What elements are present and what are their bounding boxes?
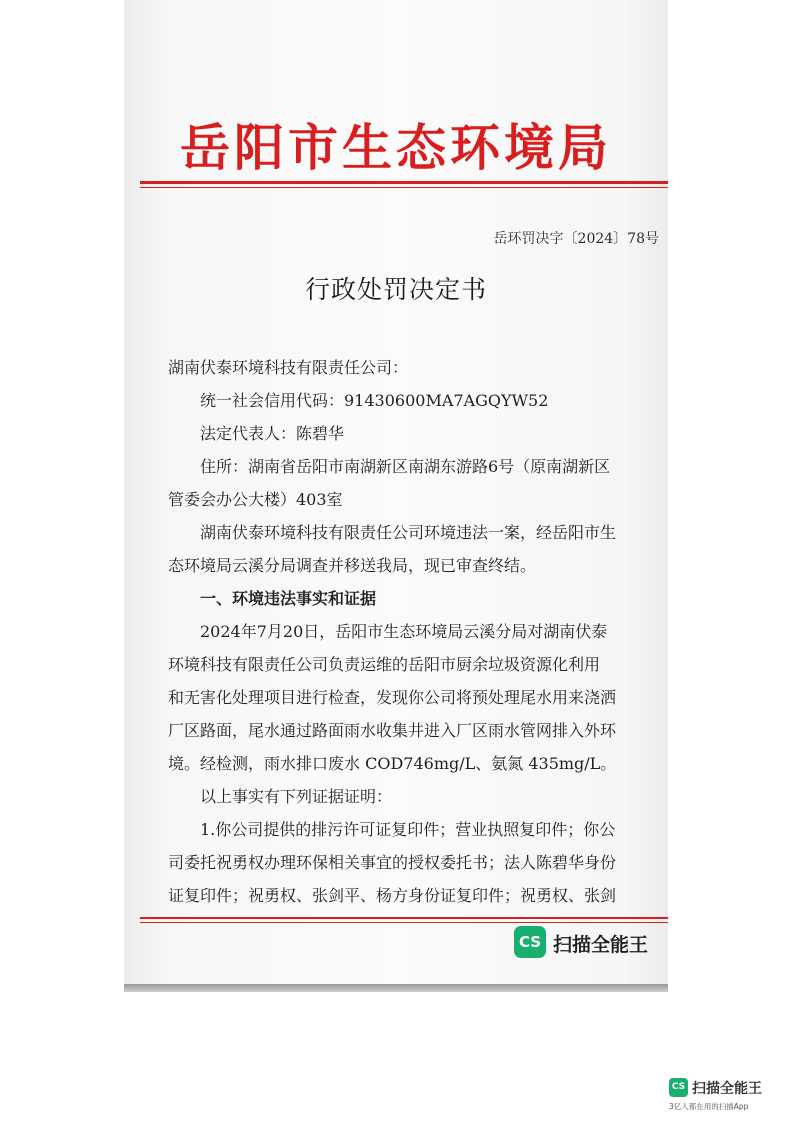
paragraph-line: 环境科技有限责任公司负责运维的岳阳市厨余垃圾资源化利用 xyxy=(168,655,601,674)
paragraph-line: 湖南伏泰环境科技有限责任公司环境违法一案，经岳阳市生 xyxy=(200,523,617,542)
address-line: 住所：湖南省岳阳市南湖新区南湖东游路6号（原南湖新区 xyxy=(200,457,611,476)
page-edge-shadow xyxy=(124,984,668,992)
paragraph-line: 1.你公司提供的排污许可证复印件；营业执照复印件；你公 xyxy=(200,820,616,839)
header-red-line xyxy=(140,181,668,184)
credit-code-line: 统一社会信用代码：91430600MA7AGQYW52 xyxy=(200,391,549,410)
paragraph-line: 境。经检测，雨水排口废水 COD746mg/L、氨氮 435mg/L。 xyxy=(168,754,617,773)
paragraph-line: 态环境局云溪分局调查并移送我局，现已审查终结。 xyxy=(168,556,537,575)
camscanner-logo-icon: CS xyxy=(514,926,546,958)
camscanner-watermark-text: 扫描全能王 xyxy=(553,934,649,956)
camscanner-footer-slogan: 3亿人都在用的扫描App xyxy=(669,1102,749,1111)
legal-rep-line: 法定代表人：陈碧华 xyxy=(200,424,345,443)
camscanner-footer-name: 扫描全能王 xyxy=(692,1081,762,1097)
header-red-thin-line xyxy=(140,187,668,188)
paragraph-line: 和无害化处理项目进行检查，发现你公司将预处理尾水用来浇洒 xyxy=(168,688,617,707)
camscanner-footer-logo-icon: CS xyxy=(669,1078,688,1097)
document-title: 行政处罚决定书 xyxy=(304,275,487,304)
paragraph-line: 以上事实有下列证据证明： xyxy=(200,787,393,806)
section-heading: 一、环境违法事实和证据 xyxy=(200,589,377,608)
agency-header: 岳阳市生态环境局 xyxy=(180,118,612,177)
paragraph-line: 2024年7月20日，岳阳市生态环境局云溪分局对湖南伏泰 xyxy=(200,622,608,641)
recipient-line: 湖南伏泰环境科技有限责任公司： xyxy=(168,358,409,377)
paragraph-line: 厂区路面，尾水通过路面雨水收集井进入厂区雨水管网排入外环 xyxy=(168,721,617,740)
document-number: 岳环罚决字〔2024〕78号 xyxy=(493,231,659,247)
footer-red-line xyxy=(140,917,668,919)
address-line-cont: 管委会办公大楼）403室 xyxy=(168,490,343,509)
paragraph-line: 司委托祝勇权办理环保相关事宜的授权委托书；法人陈碧华身份 xyxy=(168,853,617,872)
paragraph-line: 证复印件；祝勇权、张剑平、杨方身份证复印件；祝勇权、张剑 xyxy=(168,886,617,905)
footer-red-thin-line xyxy=(140,922,668,923)
